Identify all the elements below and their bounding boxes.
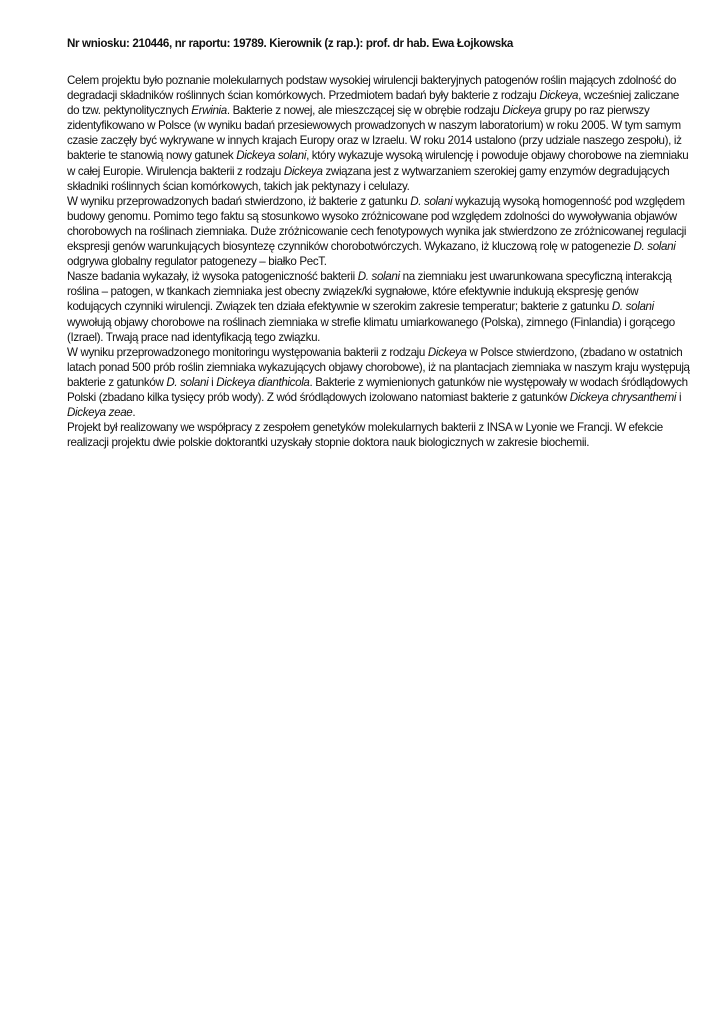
italic-term: Dickeya solani (236, 149, 307, 163)
italic-term: D. solani (357, 270, 400, 284)
text-run: związana jest z wytwarzaniem szerokiej gamy enzymów degradujących składniki roślinnych ścian komórkowych, takich jak pektynazy i celulazy. (67, 164, 670, 193)
text-run: i (208, 375, 217, 389)
text-run: . (132, 406, 136, 420)
body-paragraph (67, 269, 691, 344)
body-paragraph (67, 420, 691, 450)
italic-term: Dickeya (427, 345, 467, 359)
text-run: , który wykazuje wysoką wirulencję i powoduje objawy chorobowe na ziemniaku w całej Europie. Wirulencja bakterii z rodzaju (67, 149, 689, 178)
text-run: odgrywa globalny regulator patogenezy – białko PecT. (67, 255, 327, 269)
text-run: wywołują objawy chorobowe na roślinach ziemniaka w strefie klimatu umiarkowanego (Polska), zimnego (Finlandia) i gorącego (Izrael). Trwają prace nad identyfikacją tego związku. (67, 315, 675, 344)
italic-term: Dickeya (502, 104, 542, 118)
text-run: W wyniku przeprowadzonego monitoringu występowania bakterii z rodzaju (67, 345, 428, 359)
text-run: Celem projektu było poznanie molekularnych podstaw wysokiej wirulencji bakteryjnych patogenów roślin mających zdolność do degradacji składników roślinnych ścian komórkowych. Przedmiotem badań były bakterie z rodzaju (67, 74, 677, 103)
text-run: w Polsce stwierdzono, (zbadano w ostatnich latach ponad 500 prób roślin ziemniaka wykazujących objawy chorobowe), iż na plantacjach ziemniaka w naszym kraju występują bakterie z gatunków (67, 345, 690, 389)
report-header: Nr wniosku: 210446, nr raportu: 19789. Kierownik (z rap.): prof. dr hab. Ewa Łojkowska (67, 37, 514, 50)
text-run: Projekt był realizowany we współpracy z zespołem genetyków molekularnych bakterii z INSA w Lyonie we Francji. W efekcie realizacji projektu dwie polskie doktorantki uzyskały stopnie doktora nauk biologicznych w zakresie biochemii. (67, 421, 663, 450)
text-run: wykazują wysoką homogenność pod względem budowy genomu. Pomimo tego faktu są stosunkowo wysoko zróżnicowane pod względem zdolności do wywoływania objawów chorobowych na roślinach ziemniaka. Duże zróżnicowanie cech fenotypowych wynika jak stwierdzono ze zróżnicowanej regulacji ekspresji genów warunkujących biosyntezę czynników chorobotwórczych. Wykazano, iż kluczową rolę w patogenezie (67, 194, 687, 254)
text-run: W wyniku przeprowadzonych badań stwierdzono, iż bakterie z gatunku (67, 194, 411, 208)
text-run: na ziemniaku jest uwarunkowana specyficzną interakcją roślina – patogen, w tkankach ziemniaka jest obecny związek/ki sygnałowe, które efektywnie indukują ekspresję genów kodujących czynniki wirulencji. Związek ten działa efektywnie w szerokim zakresie temperatur; bakterie z gatunku (67, 270, 672, 314)
italic-term: D. solani (633, 240, 676, 254)
italic-term: Dickeya (283, 164, 323, 178)
text-run: i (676, 390, 682, 404)
text-run: . Bakterie z nowej, ale mieszczącej się w obrębie rodzaju (226, 104, 503, 118)
document-page (67, 36, 691, 450)
italic-term: Dickeya dianthicola (216, 375, 310, 389)
italic-term: Dickeya zeae (67, 406, 133, 420)
text-run: , wcześniej zaliczane do tzw. pektynolitycznych (67, 89, 680, 118)
text-run: grupy po raz pierwszy zidentyfikowano w Polsce (w wyniku badań przesiewowych prowadzonych w naszym laboratorium) w roku 2005. W tym samym czasie zaczęły być wykrywane w innych krajach Europy oraz w Izraelu. W roku 2014 ustalono (przy udziale naszego zespołu), iż bakterie te stanowią nowy gatunek (67, 104, 682, 163)
italic-term: Dickeya chrysanthemi (569, 390, 677, 404)
italic-term: Erwinia (191, 104, 227, 118)
italic-term: D. solani (166, 375, 209, 389)
italic-term: Dickeya (539, 89, 579, 103)
body-paragraph (67, 73, 691, 194)
text-run: Nasze badania wykazały, iż wysoka patogeniczność bakterii (67, 270, 358, 284)
italic-term: D. solani (410, 194, 453, 208)
text-run: . Bakterie z wymienionych gatunków nie występowały w wodach śródlądowych Polski (zbadano kilka tysięcy prób wody). Z wód śródlądowych izolowano natomiast bakterie z gatunków (67, 375, 688, 404)
body-paragraph (67, 194, 691, 269)
body-paragraph (67, 345, 691, 420)
report-body (67, 73, 691, 450)
italic-term: D. solani (611, 300, 654, 314)
